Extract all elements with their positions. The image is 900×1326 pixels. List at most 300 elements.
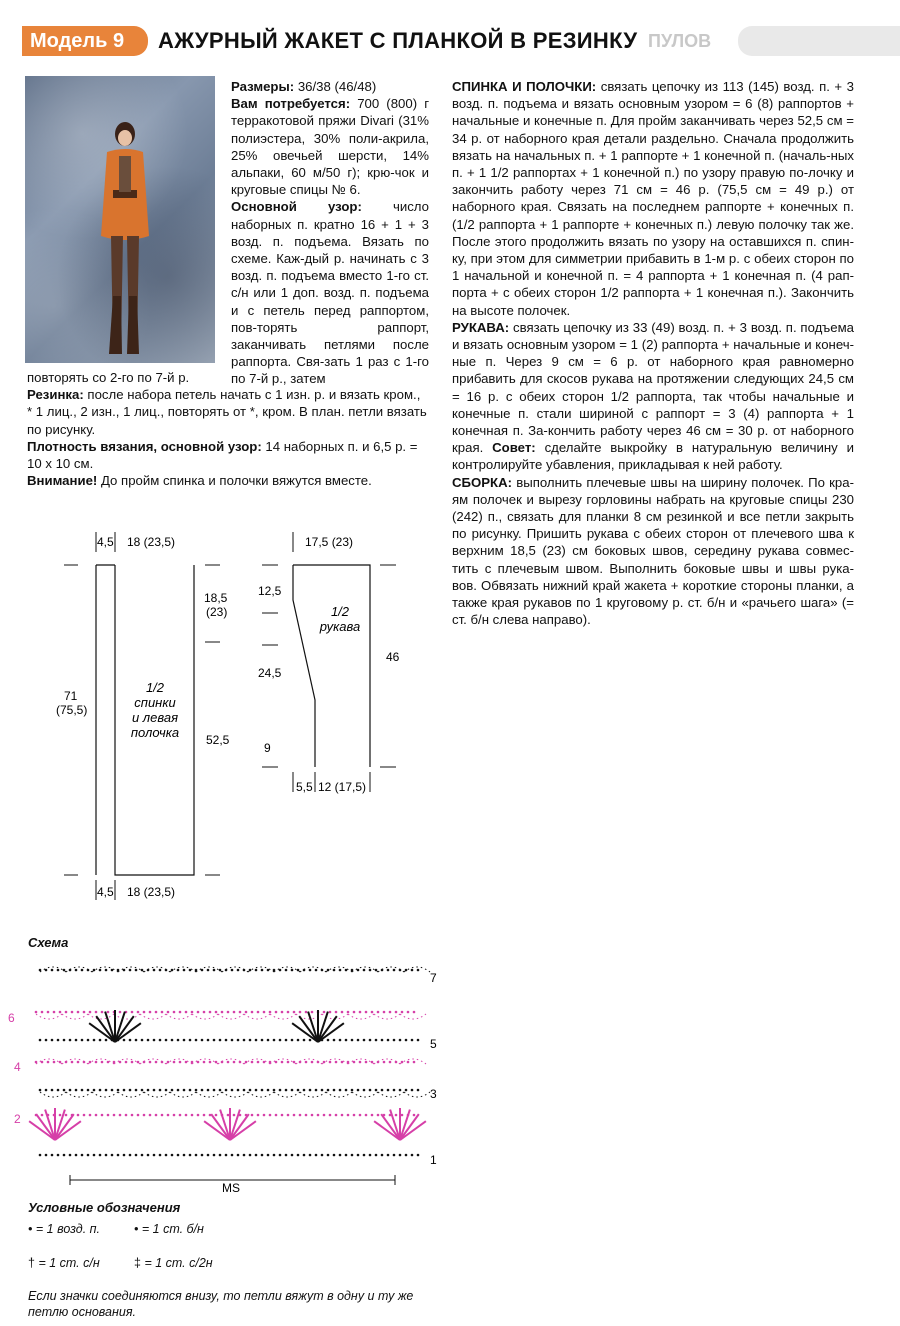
chain-stitch-mark — [237, 1089, 240, 1092]
chain-stitch-mark — [339, 969, 342, 972]
chain-stitch-mark — [63, 1154, 66, 1157]
chain-stitch-mark — [161, 1011, 164, 1014]
chain-stitch-mark — [219, 969, 222, 972]
body-height-label-2: (75,5) — [56, 703, 88, 717]
chain-stitch-mark — [255, 1154, 258, 1157]
chain-stitch-mark — [189, 969, 192, 972]
chain-stitch-mark — [333, 969, 336, 972]
chain-stitch-mark — [213, 1039, 216, 1042]
chain-stitch-mark — [129, 1039, 132, 1042]
chain-stitch-mark — [165, 1039, 168, 1042]
chain-stitch-mark — [135, 1039, 138, 1042]
chain-stitch-mark — [203, 1011, 206, 1014]
chain-arc-mark — [92, 1092, 118, 1097]
chain-stitch-mark — [215, 1011, 218, 1014]
chain-stitch-mark — [183, 1039, 186, 1042]
chain-stitch-mark — [305, 1061, 308, 1064]
chain-stitch-mark — [173, 1114, 176, 1117]
chain-stitch-mark — [257, 1011, 260, 1014]
sleeve-c-label: 9 — [264, 741, 271, 755]
chain-stitch-mark — [71, 1061, 74, 1064]
chain-stitch-mark — [405, 1154, 408, 1157]
chain-stitch-mark — [69, 1039, 72, 1042]
chain-stitch-mark — [129, 1089, 132, 1092]
chain-stitch-mark — [363, 1154, 366, 1157]
chain-stitch-mark — [123, 1154, 126, 1157]
chain-stitch-mark — [417, 1039, 420, 1042]
chain-stitch-mark — [149, 1061, 152, 1064]
chain-stitch-mark — [207, 969, 210, 972]
chain-stitch-mark — [243, 1089, 246, 1092]
sleeve-piece — [293, 565, 370, 767]
chain-stitch-mark — [153, 1089, 156, 1092]
chain-stitch-mark — [63, 1089, 66, 1092]
chain-stitch-mark — [375, 1154, 378, 1157]
chain-stitch-mark — [363, 1039, 366, 1042]
chain-stitch-mark — [231, 969, 234, 972]
chain-arc-mark — [244, 1014, 270, 1019]
chain-stitch-mark — [357, 1154, 360, 1157]
chain-stitch-mark — [285, 1154, 288, 1157]
chain-stitch-mark — [203, 1114, 206, 1117]
chain-stitch-mark — [405, 1039, 408, 1042]
ms-label: MS — [222, 1181, 240, 1195]
chain-stitch-mark — [53, 1061, 56, 1064]
chain-stitch-mark — [291, 1039, 294, 1042]
treble-stitch-mark — [381, 1114, 400, 1140]
chain-stitch-mark — [333, 1154, 336, 1157]
chain-stitch-mark — [263, 1061, 266, 1064]
chain-stitch-mark — [279, 1039, 282, 1042]
chain-stitch-mark — [173, 1011, 176, 1014]
chain-arc-mark — [374, 1014, 400, 1019]
chain-stitch-mark — [357, 1039, 360, 1042]
double-crochet-icon: † — [28, 1256, 35, 1270]
chain-stitch-mark — [297, 969, 300, 972]
chain-stitch-mark — [237, 969, 240, 972]
chain-stitch-mark — [219, 1154, 222, 1157]
chain-stitch-mark — [77, 1061, 80, 1064]
chain-arc-mark — [378, 1092, 404, 1097]
chain-stitch-mark — [209, 1011, 212, 1014]
chain-stitch-mark — [387, 969, 390, 972]
chain-arc-mark — [114, 1014, 140, 1019]
chain-stitch-mark — [141, 1089, 144, 1092]
chain-stitch-mark — [183, 1154, 186, 1157]
chain-stitch-mark — [111, 1089, 114, 1092]
chain-stitch-mark — [53, 1011, 56, 1014]
chain-stitch-mark — [77, 1011, 80, 1014]
chain-stitch-mark — [339, 1089, 342, 1092]
chain-stitch-mark — [123, 1089, 126, 1092]
chain-stitch-mark — [149, 1114, 152, 1117]
chain-stitch-mark — [273, 1039, 276, 1042]
chain-stitch-mark — [327, 1089, 330, 1092]
chain-stitch-mark — [371, 1114, 374, 1117]
chain-stitch-mark — [107, 1011, 110, 1014]
chain-stitch-mark — [257, 1114, 260, 1117]
legend-note: Если значки соединяются внизу, то петли вяжут в одну и ту же петлю основания. — [28, 1289, 414, 1319]
chain-stitch-mark — [141, 969, 144, 972]
chain-stitch-mark — [291, 969, 294, 972]
chain-stitch-mark — [261, 1089, 264, 1092]
body-piece-label-4: полочка — [130, 725, 180, 740]
chain-stitch-mark — [171, 1154, 174, 1157]
sleeve-a-label: 12,5 — [258, 584, 282, 598]
body-bottom-label-2: 18 (23,5) — [127, 885, 176, 899]
chain-arc-mark — [218, 1014, 244, 1019]
chain-stitch-mark — [179, 1061, 182, 1064]
chain-stitch-mark — [45, 1154, 48, 1157]
adjacent-page-tab: ПУЛОВ — [648, 31, 712, 51]
treble-stitch-mark — [230, 1114, 249, 1140]
armhole-label-2: (23) — [206, 605, 228, 619]
chain-stitch-mark — [177, 1089, 180, 1092]
chain-stitch-mark — [281, 1114, 284, 1117]
chain-stitch-mark — [333, 1039, 336, 1042]
chain-stitch-mark — [269, 1011, 272, 1014]
chain-stitch-mark — [339, 1154, 342, 1157]
chain-arc-mark — [62, 1014, 88, 1019]
chain-stitch-mark — [143, 1114, 146, 1117]
chain-stitch-mark — [69, 1154, 72, 1157]
chain-stitch-mark — [411, 1089, 414, 1092]
page-title: АЖУРНЫЙ ЖАКЕТ С ПЛАНКОЙ В РЕЗИНКУ — [158, 28, 638, 53]
chain-stitch-mark — [203, 1061, 206, 1064]
chain-arc-mark — [192, 1014, 218, 1019]
chain-stitch-mark — [371, 1061, 374, 1064]
chain-stitch-mark — [131, 1114, 134, 1117]
chain-arc-mark — [170, 1092, 196, 1097]
chain-stitch-mark — [281, 1011, 284, 1014]
chain-stitch-mark — [185, 1114, 188, 1117]
chain-stitch-mark — [393, 969, 396, 972]
chain-stitch-mark — [243, 1039, 246, 1042]
row-label-2: 2 — [14, 1112, 21, 1126]
chain-stitch-mark — [417, 1154, 420, 1157]
chain-stitch-mark — [345, 1039, 348, 1042]
chain-stitch-mark — [207, 1039, 210, 1042]
chain-stitch-mark — [315, 1154, 318, 1157]
chain-arc-mark — [352, 1092, 378, 1097]
chain-arc-mark — [196, 1092, 222, 1097]
chain-arc-mark — [248, 1092, 274, 1097]
adjacent-model-badge — [738, 26, 900, 56]
row-label-1: 1 — [430, 1153, 437, 1167]
chain-stitch-mark — [117, 1154, 120, 1157]
chain-stitch-mark — [87, 1154, 90, 1157]
chain-stitch-mark — [323, 1114, 326, 1117]
chain-stitch-mark — [89, 1011, 92, 1014]
chain-arc-mark — [300, 1092, 326, 1097]
chain-stitch-mark — [375, 969, 378, 972]
chain-stitch-mark — [303, 1039, 306, 1042]
chain-stitch-mark — [329, 1061, 332, 1064]
chain-arc-mark — [222, 1092, 248, 1097]
body-bottom-label: 4,5 — [97, 885, 114, 899]
chain-stitch-mark — [185, 1011, 188, 1014]
chain-stitch-mark — [323, 1011, 326, 1014]
chain-stitch-mark — [171, 1089, 174, 1092]
chain-stitch-mark — [311, 1011, 314, 1014]
sleeve-piece-label: 1/2 — [330, 604, 350, 619]
body-top-label-2: 18 (23,5) — [127, 535, 176, 549]
materials-text-cont: повторять со 2-го по 7-й р. Резинка: после набора петель начать с 1 изн. р. и вязать кром., * 1 лиц., 2 изн., 1 лиц., повторять от *, кром. В план. петли вязать по рисунку. Плотность вязания, основной узор: 14 наборных п. и 6,5 р. = 10 х 10 см. Внимание! До пройм спинка и полочки вяжутся вместе. — [27, 370, 427, 489]
chain-stitch-mark — [273, 1154, 276, 1157]
chain-stitch-mark — [263, 1114, 266, 1117]
legend-tr: ‡ = 1 ст. с/2н — [134, 1256, 213, 1270]
chain-stitch-mark — [101, 1011, 104, 1014]
instructions-text: СПИНКА И ПОЛОЧКИ: связать цепочку из 113 (145) возд. п. + 3 возд. п. подъема и вязать основным узором = 6 (8) раппортов + начальные и конечные п. Для пройм заканчивать через 52,5 см = 34 р. от наборного края детали раздельно. Сначала продолжить вязать на начальных п. + 1 раппорте + 1 конечной п. (началь-ных п. + 1 1/2 раппортах + 1 конечной п.) по узору правую по-лочку и закончить работу через 71 см = 46 р. (75,5 см = 49 р.) от наборного края. Связать на последнем раппорте + конечных п. (1/2 раппорта + 1 раппорте + конечных п.) левую полочку так же. После этого продолжить вязать по узору на оставшихся п. спин-ку, при этом для симметрии прибавить в 1-м р. с обеих сторон по 1 начальной и конечной п. = 4 раппорта + 1 конечная п. (4 рап-порта + с обеих сторон 1/2 раппорта + 1 конечная п.). Закончить на высоте полочек. РУКАВА: связать цепочку из 33 (49) возд. п. + 3 возд. п. подъема и вязать основным узором = 1 (2) раппорта + начальные и конеч-ные п. Через 9 см = 6 р. от наборного края равномерно прибавить для скосов рукава на протяжении следующих 24,5 см = 16 р. с обеих сторон 1/2 раппорта, так чтобы начальные и конечные п. стали шириной с раппорт = 3 (4) раппорта + 1 конечная п. За-кончить работу через 46 см = 30 р. от наборного края. Совет: сделайте выкройку в натуральную величину и контролируйте убавления, прикладывая к ней работу. СБОРКА: выполнить плечевые швы на ширину полочек. По кра-ям полочек и вырезу горловины набрать на круговые спицы 230 (242) п., связать для планки 8 см резинкой и все петли закрыть по рисунку. Пришить рукава с обеих сторон от плечевого шва к верхним 18,5 (23) см боковых швов, середину рукава совмес-тить с плечевым швом. Выполнить боковые швы и швы рука-вов. Обвязать нижний край жакета + короткие стороны планки, а также края рукавов по 1 круговому р. ст. б/н и «рачьего шага» (= ст. б/н слева направо). — [452, 79, 854, 628]
chain-stitch-mark — [381, 1089, 384, 1092]
chain-stitch-mark — [273, 1089, 276, 1092]
chain-stitch-mark — [75, 969, 78, 972]
chain-stitch-mark — [153, 969, 156, 972]
chain-stitch-mark — [95, 1011, 98, 1014]
sleeve-bottom-label: 5,5 — [296, 780, 313, 794]
chain-stitch-mark — [51, 969, 54, 972]
chain-stitch-mark — [131, 1061, 134, 1064]
single-crochet-icon: • — [134, 1222, 139, 1236]
chain-stitch-mark — [333, 1089, 336, 1092]
chain-stitch-mark — [137, 1114, 140, 1117]
chain-stitch-mark — [255, 1039, 258, 1042]
chain-stitch-mark — [413, 1011, 416, 1014]
chain-arc-mark — [166, 1014, 192, 1019]
stitch-chart — [0, 950, 460, 1195]
chain-stitch-mark — [221, 1011, 224, 1014]
chain-stitch-mark — [395, 1114, 398, 1117]
chain-stitch-mark — [347, 1011, 350, 1014]
chain-stitch-mark — [393, 1039, 396, 1042]
chain-stitch-mark — [413, 1114, 416, 1117]
chain-stitch-mark — [401, 1011, 404, 1014]
chain-stitch-mark — [107, 1114, 110, 1117]
chain-arc-mark — [274, 1092, 300, 1097]
chain-stitch-mark — [65, 1011, 68, 1014]
chain-stitch-mark — [63, 1039, 66, 1042]
sleeve-top-label: 17,5 (23) — [305, 535, 354, 549]
chain-stitch-mark — [87, 1039, 90, 1042]
chain-stitch-mark — [261, 969, 264, 972]
chain-stitch-mark — [393, 1154, 396, 1157]
chain-stitch-mark — [159, 969, 162, 972]
chain-stitch-mark — [41, 1114, 44, 1117]
chain-stitch-mark — [353, 1114, 356, 1117]
chain-stitch-mark — [351, 1154, 354, 1157]
chain-stitch-mark — [285, 969, 288, 972]
chain-stitch-mark — [327, 1039, 330, 1042]
chain-stitch-mark — [309, 1154, 312, 1157]
chain-stitch-mark — [95, 1114, 98, 1117]
chain-stitch-mark — [231, 1154, 234, 1157]
chain-stitch-mark — [141, 1039, 144, 1042]
chain-stitch-mark — [309, 1089, 312, 1092]
chain-stitch-mark — [383, 1061, 386, 1064]
chain-stitch-mark — [95, 1061, 98, 1064]
chain-stitch-mark — [195, 1039, 198, 1042]
chain-stitch-mark — [189, 1154, 192, 1157]
chain-stitch-mark — [159, 1089, 162, 1092]
chain-stitch-mark — [179, 1011, 182, 1014]
treble-stitch-mark — [115, 1016, 134, 1042]
chain-stitch-mark — [417, 969, 420, 972]
chain-stitch-mark — [99, 1089, 102, 1092]
chain-stitch-mark — [261, 1039, 264, 1042]
chain-stitch-mark — [81, 1154, 84, 1157]
chain-stitch-mark — [267, 1154, 270, 1157]
chain-stitch-mark — [251, 1114, 254, 1117]
chain-stitch-mark — [45, 1039, 48, 1042]
legend-title: Условные обозначения — [28, 1200, 181, 1215]
chain-arc-mark — [400, 1014, 426, 1019]
chain-stitch-mark — [209, 1061, 212, 1064]
chain-stitch-mark — [233, 1061, 236, 1064]
chain-stitch-mark — [99, 1039, 102, 1042]
chain-stitch-mark — [393, 1089, 396, 1092]
chain-stitch-mark — [75, 1039, 78, 1042]
treble-stitch-mark — [211, 1114, 230, 1140]
chain-stitch-mark — [207, 1089, 210, 1092]
row-label-6: 6 — [8, 1011, 15, 1025]
chain-stitch-mark — [57, 969, 60, 972]
chain-stitch-icon: • — [28, 1222, 33, 1236]
chain-arc-mark — [40, 1092, 66, 1097]
chain-stitch-mark — [213, 1154, 216, 1157]
chain-stitch-mark — [99, 1154, 102, 1157]
chain-stitch-mark — [255, 1089, 258, 1092]
chain-stitch-mark — [285, 1089, 288, 1092]
chain-stitch-mark — [345, 1154, 348, 1157]
chain-stitch-mark — [369, 1039, 372, 1042]
chain-stitch-mark — [287, 1011, 290, 1014]
chain-stitch-mark — [267, 969, 270, 972]
model-photo — [25, 76, 215, 363]
chain-stitch-mark — [359, 1114, 362, 1117]
chain-stitch-mark — [365, 1114, 368, 1117]
chain-stitch-mark — [107, 1061, 110, 1064]
body-piece-label-3: и левая — [131, 710, 179, 725]
chain-stitch-mark — [191, 1114, 194, 1117]
chain-stitch-mark — [311, 1114, 314, 1117]
chain-stitch-mark — [317, 1114, 320, 1117]
chain-stitch-mark — [345, 1089, 348, 1092]
chain-stitch-mark — [105, 1154, 108, 1157]
chain-stitch-mark — [159, 1154, 162, 1157]
chain-stitch-mark — [387, 1154, 390, 1157]
chain-stitch-mark — [155, 1114, 158, 1117]
chain-stitch-mark — [59, 1061, 62, 1064]
chain-stitch-mark — [251, 1061, 254, 1064]
chain-stitch-mark — [359, 1011, 362, 1014]
body-piece-label-2: спинки — [134, 695, 176, 710]
chain-stitch-mark — [365, 1061, 368, 1064]
chain-stitch-mark — [233, 1011, 236, 1014]
chain-stitch-mark — [123, 1039, 126, 1042]
page-header — [0, 22, 900, 62]
chain-stitch-mark — [39, 1039, 42, 1042]
treble-stitch-mark — [299, 1016, 318, 1042]
chain-stitch-mark — [125, 1114, 128, 1117]
chain-stitch-mark — [363, 1089, 366, 1092]
chain-stitch-mark — [57, 1089, 60, 1092]
chain-stitch-mark — [153, 1154, 156, 1157]
chain-stitch-mark — [299, 1011, 302, 1014]
chain-stitch-mark — [341, 1114, 344, 1117]
chain-stitch-mark — [335, 1114, 338, 1117]
chain-stitch-mark — [171, 1039, 174, 1042]
chain-stitch-mark — [299, 1114, 302, 1117]
legend-chain: • = 1 возд. п. — [28, 1222, 101, 1236]
treble-crochet-icon: ‡ — [134, 1256, 141, 1270]
chain-stitch-mark — [173, 1061, 176, 1064]
chain-stitch-mark — [321, 1154, 324, 1157]
chain-arc-mark — [140, 1014, 166, 1019]
chain-stitch-mark — [101, 1114, 104, 1117]
chain-stitch-mark — [351, 1089, 354, 1092]
chain-stitch-mark — [39, 1089, 42, 1092]
chain-stitch-mark — [303, 1089, 306, 1092]
chain-stitch-mark — [369, 1154, 372, 1157]
chain-stitch-mark — [249, 1039, 252, 1042]
chain-stitch-mark — [113, 1114, 116, 1117]
chain-stitch-mark — [59, 1114, 62, 1117]
chain-stitch-mark — [303, 1154, 306, 1157]
chain-stitch-mark — [335, 1061, 338, 1064]
chain-stitch-mark — [39, 1154, 42, 1157]
chain-stitch-mark — [111, 1154, 114, 1157]
chain-stitch-mark — [261, 1154, 264, 1157]
chain-stitch-mark — [227, 1114, 230, 1117]
chain-stitch-mark — [141, 1154, 144, 1157]
chain-stitch-mark — [45, 1089, 48, 1092]
chain-stitch-mark — [219, 1089, 222, 1092]
chain-stitch-mark — [63, 969, 66, 972]
chain-stitch-mark — [155, 1061, 158, 1064]
chain-stitch-mark — [369, 969, 372, 972]
chain-stitch-mark — [105, 969, 108, 972]
chain-stitch-mark — [147, 1089, 150, 1092]
chain-stitch-mark — [245, 1011, 248, 1014]
chain-stitch-mark — [159, 1039, 162, 1042]
chain-stitch-mark — [93, 1154, 96, 1157]
chain-stitch-mark — [225, 1089, 228, 1092]
chain-stitch-mark — [243, 1154, 246, 1157]
chain-stitch-mark — [227, 1061, 230, 1064]
chain-stitch-mark — [119, 1114, 122, 1117]
body-piece-label: 1/2 — [145, 680, 165, 695]
chain-stitch-mark — [57, 1154, 60, 1157]
chain-stitch-mark — [279, 1089, 282, 1092]
sleeve-length-label: 46 — [386, 650, 400, 664]
chain-stitch-mark — [365, 1011, 368, 1014]
chain-stitch-mark — [233, 1114, 236, 1117]
chain-stitch-mark — [315, 1089, 318, 1092]
chain-stitch-mark — [291, 1154, 294, 1157]
chain-stitch-mark — [387, 1039, 390, 1042]
chain-stitch-mark — [407, 1011, 410, 1014]
chain-arc-mark — [88, 1014, 114, 1019]
chain-stitch-mark — [351, 1039, 354, 1042]
chain-stitch-mark — [75, 1089, 78, 1092]
chain-stitch-mark — [161, 1114, 164, 1117]
chain-stitch-mark — [75, 1154, 78, 1157]
chain-stitch-mark — [311, 1061, 314, 1064]
chain-stitch-mark — [201, 1154, 204, 1157]
chain-stitch-mark — [119, 1011, 122, 1014]
chain-stitch-mark — [297, 1039, 300, 1042]
chain-stitch-mark — [219, 1039, 222, 1042]
